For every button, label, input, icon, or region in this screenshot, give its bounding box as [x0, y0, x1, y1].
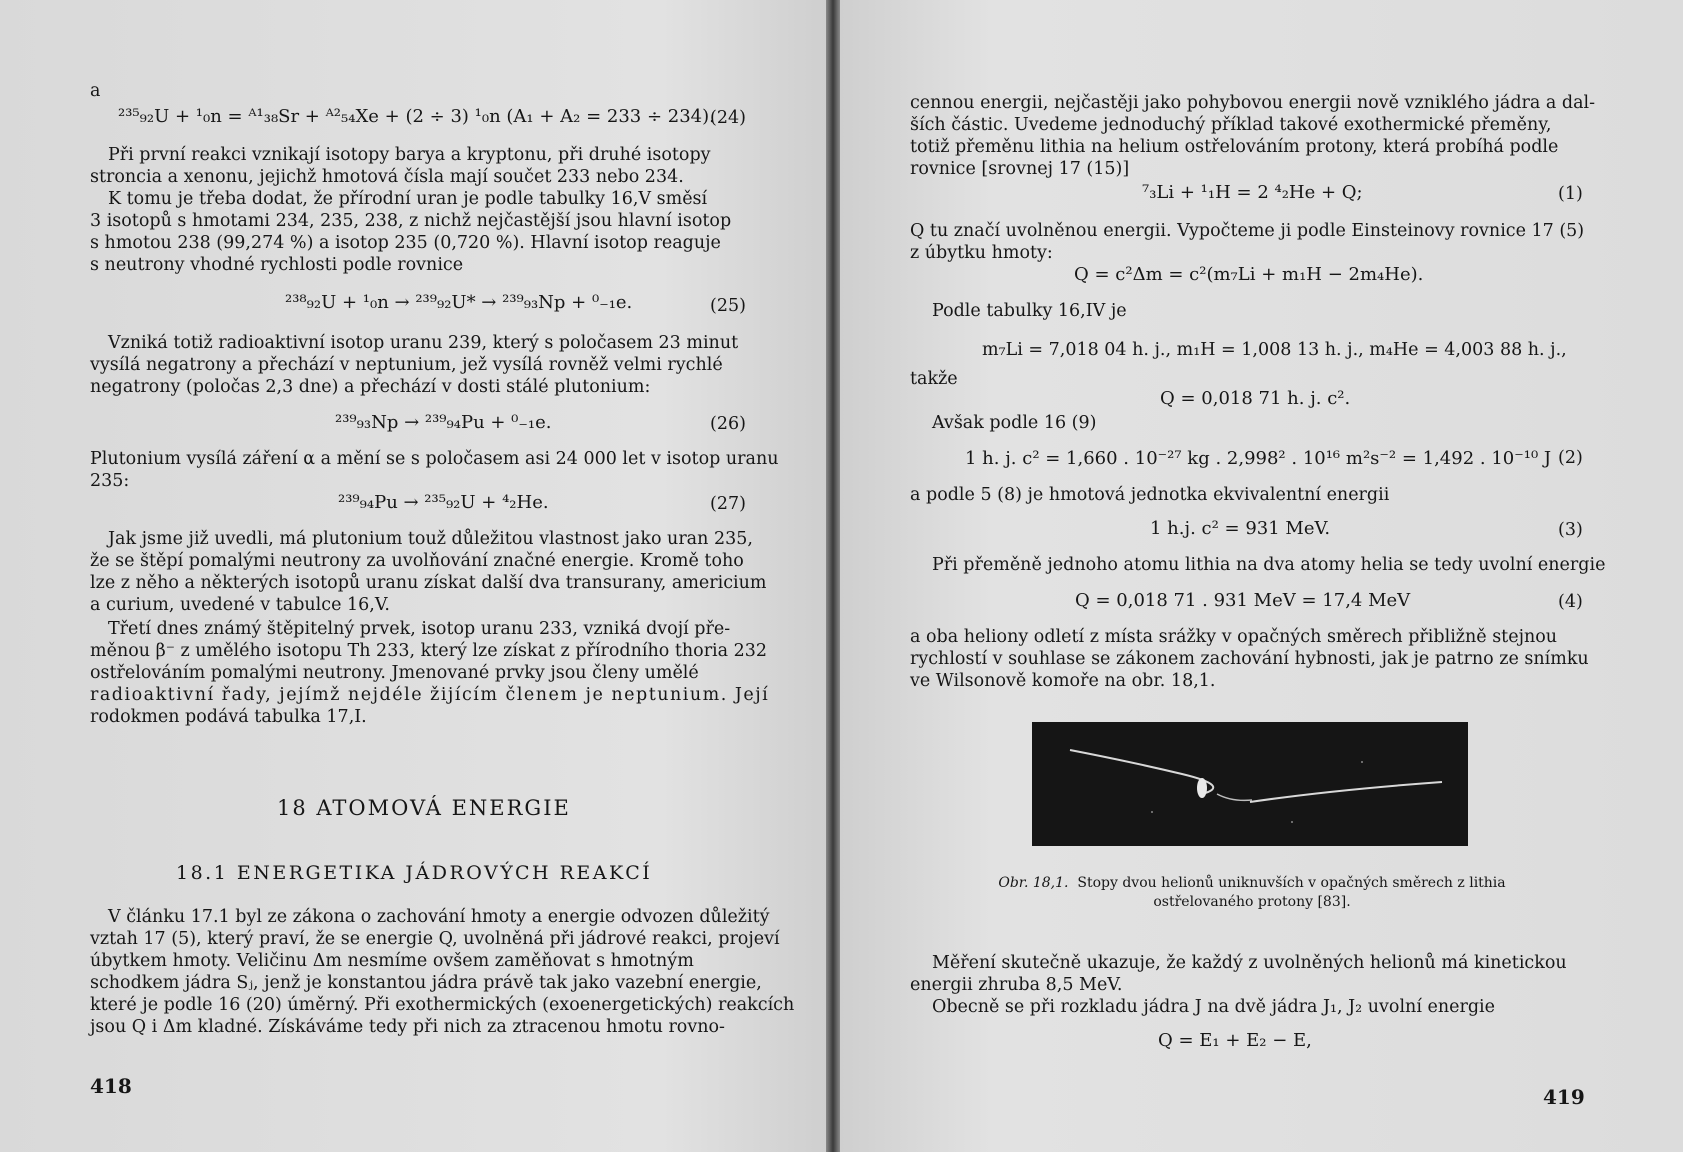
cloud-chamber-tracks	[1032, 722, 1468, 846]
figure-caption	[952, 874, 1552, 912]
page-number-right: 419	[1543, 1085, 1585, 1109]
equation-25: ²³⁸₉₂U + ¹₀n → ²³⁹₉₂U* → ²³⁹₉₃Np + ⁰₋₁e.	[285, 292, 633, 313]
equation-26: ²³⁹₉₃Np → ²³⁹₉₄Pu + ⁰₋₁e.	[335, 412, 552, 433]
section-heading: 18.1 ENERGETIKA JÁDROVÝCH REAKCÍ	[176, 862, 653, 884]
equation-24: ²³⁵₉₂U + ¹₀n = ᴬ¹₃₈Sr + ᴬ²₅₄Xe + (2 ÷ 3) ¹₀n (A₁ + A₂ = 233 ÷ 234).	[118, 106, 715, 127]
paragraph-r6: Měření skutečně ukazuje, že každý z uvolněných helionů má kinetickou energii zhruba 8,5 MeV.	[910, 953, 1567, 995]
paragraph-r4: Při přeměně jednoho atomu lithia na dva atomy helia se tedy uvolní energie	[932, 555, 1606, 575]
equation-27: ²³⁹₉₄Pu → ²³⁵₉₂U + ⁴₂He.	[338, 492, 549, 513]
chapter-heading: 18 ATOMOVÁ ENERGIE	[277, 796, 571, 820]
paragraph-4: Plutonium vysílá záření α a mění se s poločasem asi 24 000 let v isotop uranu 235:	[90, 449, 779, 491]
equation-24-number: (24)	[710, 108, 746, 128]
top-letter: a	[90, 81, 101, 101]
paragraph-r7: Obecně se při rozkladu jádra J na dvě jádra J₁, J₂ uvolní energie	[932, 997, 1495, 1017]
equation-q-value: Q = 0,018 71 h. j. c².	[1160, 388, 1351, 409]
table-reference: Podle tabulky 16,IV je	[932, 301, 1127, 321]
book-gutter	[826, 0, 840, 1152]
equation-2-number: (2)	[1558, 448, 1583, 468]
equation-5: Q = E₁ + E₂ − E,	[1158, 1030, 1312, 1051]
equation-3-number: (3)	[1558, 520, 1583, 540]
equation-q: Q = c²Δm = c²(m₇Li + m₁H − 2m₄He).	[1074, 264, 1424, 285]
figure-caption-line1: Stopy dvou helionů uniknuvších v opačných směrech z lithia	[1077, 875, 1506, 891]
equation-27-number: (27)	[710, 494, 746, 514]
cloud-chamber-photo	[1032, 722, 1468, 846]
paragraph-2: K tomu je třeba dodat, že přírodní uran je podle tabulky 16,V směsí 3 isotopů s hmotami 234, 235, 238, z nichž nejčastější jsou hlavní isotop s hmotou 238 (99,274 %) a isotop 235 (0,720 %). Hlavní isotop reaguje s neutrony vhodné rychlosti podle rovnice	[90, 189, 732, 275]
figure-label: Obr. 18,1.	[998, 875, 1069, 891]
paragraph-1: Při první reakci vznikají isotopy barya a kryptonu, při druhé isotopy stroncia a xenonu, jejichž hmotová čísla mají součet 233 nebo 234.	[90, 145, 711, 187]
paragraph-r2: Q tu značí uvolněnou energii. Vypočteme ji podle Einsteinovy rovnice 17 (5) z úbytku hmoty:	[910, 221, 1585, 263]
right-page	[840, 0, 1683, 1152]
label-avsak: Avšak podle 16 (9)	[932, 413, 1097, 433]
equation-4: Q = 0,018 71 . 931 MeV = 17,4 MeV	[1075, 590, 1411, 611]
paragraph-5: Jak jsme již uvedli, má plutonium touž důležitou vlastnost jako uran 235, že se štěpí pomalými neutrony za uvolňování značné energie. Kromě toho lze z něho a některých isotopů uranu získat další dva transurany, americium a curium, uvedené v tabulce 16,V.	[90, 529, 767, 615]
equation-26-number: (26)	[710, 414, 746, 434]
paragraph-r3: a podle 5 (8) je hmotová jednotka ekvivalentní energii	[910, 485, 1390, 505]
figure-caption-line2: ostřelovaného protony [83].	[1153, 894, 1351, 910]
label-takze: takže	[910, 369, 958, 389]
page-number-left: 418	[90, 1074, 132, 1098]
mass-values: m₇Li = 7,018 04 h. j., m₁H = 1,008 13 h. j., m₄He = 4,003 88 h. j.,	[982, 340, 1567, 360]
paragraph-3: Vzniká totiž radioaktivní isotop uranu 239, který s poločasem 23 minut vysílá negatrony a přechází v neptunium, jež vysílá rovněž velmi rychlé negatrony (poločas 2,3 dne) a přechází v dosti stálé plutonium:	[90, 333, 739, 397]
paragraph-r5: a oba heliony odletí z místa srážky v opačných směrech přibližně stejnou rychlostí v souhlase se zákonem zachování hybnosti, jak je patrno ze snímku ve Wilsonově komoře na obr. 18,1.	[910, 627, 1589, 691]
equation-1: ⁷₃Li + ¹₁H = 2 ⁴₂He + Q;	[1142, 182, 1363, 203]
equation-2: 1 h. j. c² = 1,660 . 10⁻²⁷ kg . 2,998² . 10¹⁶ m²s⁻² = 1,492 . 10⁻¹⁰ J	[965, 448, 1552, 469]
equation-1-number: (1)	[1558, 184, 1583, 204]
paragraph-7: V článku 17.1 byl ze zákona o zachování hmoty a energie odvozen důležitý vztah 17 (5), který praví, že se energie Q, uvolněná při jádrové reakci, projeví úbytkem hmoty. Veličinu Δm nesmíme ovšem zaměňovat s hmotným schodkem jádra Sⱼ, jenž je konstantou jádra právě tak jako vazební energie, které je podle 16 (20) úměrný. Při exothermických (exoenergetických) reakcích jsou Q i Δm kladné. Získáváme tedy při nich za ztracenou hmotu rovno-	[90, 907, 795, 1037]
paragraph-6: Třetí dnes známý štěpitelný prvek, isotop uranu 233, vzniká dvojí pře- měnou β⁻ z umělého isotopu Th 233, který lze získat z přírodního thoria 232 ostřelováním pomalými neutrony. Jmenované prvky jsou členy umělé radioaktivní řady, jejímž nejdéle žijícím členem je neptunium. Její rodokmen podává tabulka 17,I.	[90, 619, 770, 727]
left-page	[0, 0, 826, 1152]
equation-4-number: (4)	[1558, 592, 1583, 612]
equation-3: 1 h.j. c² = 931 MeV.	[1150, 518, 1331, 539]
paragraph-r1: cennou energii, nejčastěji jako pohybovou energii nově vzniklého jádra a dal- ších částic. Uvedeme jednoduchý příklad takové exothermické přeměny, totiž přeměnu lithia na helium ostřelováním protony, která probíhá podle rovnice [srovnej 17 (15)]	[910, 93, 1596, 179]
equation-25-number: (25)	[710, 296, 746, 316]
